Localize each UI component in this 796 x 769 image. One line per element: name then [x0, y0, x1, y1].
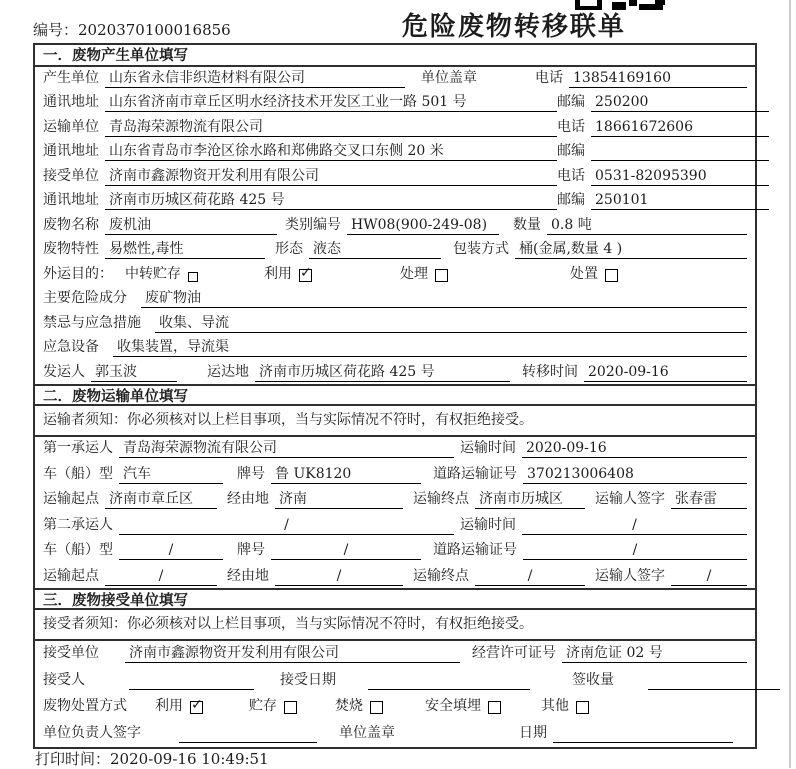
terminus2-label: 运输终点	[413, 567, 469, 584]
transporter-phone-label: 电话	[557, 118, 585, 135]
plate2-label: 牌号	[237, 542, 265, 558]
form-header	[33, 6, 757, 42]
serial-number: 编号：2020370100016856	[33, 21, 231, 39]
receive-person-row	[35, 667, 755, 694]
receive-date-value	[368, 671, 530, 690]
waste-quantity-label: 数量	[513, 216, 541, 233]
carrier1-value: 青岛海荣源物流有限公司	[119, 439, 454, 458]
destination-label: 运达地	[207, 363, 249, 380]
disposal-other-checkbox	[576, 701, 589, 714]
transfer-date-value: 2020-09-16	[584, 363, 747, 382]
producer-unit-label: 产生单位	[43, 69, 99, 86]
received-qty-label: 签收量	[572, 671, 614, 688]
terminus1-value: 济南市历城区	[475, 490, 585, 509]
emergency-measures-label: 禁忌与应急措施	[43, 314, 141, 331]
unit-stamp-label: 单位盖章	[421, 69, 477, 86]
origin2-value: /	[105, 567, 217, 586]
receiver-unit-label: 接受单位	[43, 167, 99, 184]
terminus2-value: /	[475, 567, 585, 586]
producer-phone-label: 电话	[535, 69, 563, 86]
receive-unit-value: 济南市鑫源物资开发利用有限公司	[125, 644, 460, 663]
waste-form-value: 液态	[309, 240, 441, 259]
waste-code-value: HW08(900-249-08)	[347, 216, 499, 235]
receive-unit-row	[35, 641, 755, 668]
emergency-equipment-value: 收集装置，导流渠	[113, 338, 747, 357]
vehicle-type1-value: 汽车	[119, 465, 223, 484]
carrier2-value: /	[119, 516, 454, 535]
transfer-date-label: 转移时间	[522, 363, 578, 380]
receive-person-label: 接受人	[43, 671, 85, 688]
waste-name-label: 废物名称	[43, 216, 99, 233]
transporter-zip-value	[591, 142, 769, 161]
sender-value: 郭玉波	[91, 363, 177, 382]
disposal-utilize-checkbox: ✓	[191, 697, 203, 713]
carrier1-label: 第一承运人	[43, 440, 113, 456]
transfer-purpose-label: 外运目的：	[43, 265, 113, 282]
transport-time1-value: 2020-09-16	[522, 439, 747, 458]
section-producer	[35, 45, 755, 386]
carrier2-row	[35, 513, 755, 539]
producer-unit-row	[35, 67, 755, 92]
emergency-measures-row	[35, 312, 755, 337]
receiver-phone-label: 电话	[557, 167, 585, 184]
vehicle2-row	[35, 539, 755, 565]
transporter-notice: 运输者须知：你必须核对以上栏目事项，当与实际情况不符时，有权拒绝接受。	[35, 406, 755, 437]
section-1-header: 一．废物产生单位填写	[35, 45, 755, 67]
receiver-zip-value: 250101	[591, 191, 769, 210]
disposal-option-store: 贮存	[249, 697, 297, 716]
permit-no-label: 经营许可证号	[472, 645, 556, 661]
carrier1-row	[35, 437, 755, 463]
producer-zip-label: 邮编	[557, 94, 585, 110]
via2-value: /	[275, 567, 403, 586]
receiver-notice: 接受者须知：你必须核对以上栏目事项，当与实际情况不符时，有权拒绝接受。	[35, 610, 755, 641]
carrier-sign2-value: /	[671, 567, 747, 586]
treat-checkbox	[435, 269, 448, 282]
section-receiver	[35, 588, 755, 747]
route2-row	[35, 564, 755, 590]
sender-label: 发运人	[43, 363, 85, 380]
producer-phone-value: 13854169160	[569, 69, 747, 88]
producer-address-value: 山东省济南市章丘区明水经济技术开发区工业一路 501 号	[105, 93, 557, 112]
receiver-unit-value: 济南市鑫源物资开发利用有限公司	[105, 167, 557, 186]
hazard-component-value: 废矿物油	[141, 289, 747, 308]
receive-date-label: 接受日期	[280, 671, 336, 688]
via1-label: 经由地	[227, 491, 269, 507]
carrier-sign1-value: 张春雷	[671, 490, 747, 509]
transporter-phone-value: 18661672606	[591, 118, 769, 137]
waste-property-row	[35, 239, 755, 264]
receiver-address-label: 通讯地址	[43, 192, 99, 208]
producer-address-row	[35, 92, 755, 117]
section-2-header: 二．废物运输单位填写	[35, 384, 755, 406]
disposal-option-incinerate: 焚烧	[335, 697, 383, 716]
section-transporter	[35, 384, 755, 590]
road-permit2-label: 道路运输证号	[433, 542, 517, 558]
disposal-method-row	[35, 694, 755, 721]
print-time: 打印时间：2020-09-16 10:49:51	[35, 750, 269, 768]
origin2-label: 运输起点	[43, 567, 99, 584]
hazard-component-row	[35, 288, 755, 313]
unit-stamp2-label: 单位盖章	[339, 724, 395, 741]
waste-form-label: 形态	[275, 241, 303, 257]
dispose-checkbox	[605, 269, 618, 282]
receive-person-value	[129, 671, 254, 690]
origin1-value: 济南市章丘区	[105, 490, 217, 509]
destination-value: 济南市历城区荷花路 425 号	[255, 363, 510, 382]
transporter-unit-label: 运输单位	[43, 118, 99, 135]
packaging-label: 包装方式	[453, 241, 509, 257]
disposal-option-landfill: 安全填埋	[425, 697, 501, 716]
receiver-address-row	[35, 190, 755, 215]
transport-time2-value: /	[522, 516, 747, 535]
packaging-value: 桶(金属,数量 4 )	[515, 240, 747, 259]
purpose-option-treat: 处理	[400, 265, 448, 284]
date-label: 日期	[519, 724, 547, 741]
transporter-address-row	[35, 141, 755, 166]
transporter-address-label: 通讯地址	[43, 143, 99, 159]
responsible-sign-value	[179, 724, 317, 743]
receive-unit-label: 接受单位	[43, 645, 99, 661]
transport-time2-label: 运输时间	[460, 516, 516, 533]
purpose-option-storage: 中转贮存	[125, 265, 198, 284]
disposal-option-other: 其他	[541, 697, 589, 716]
disposal-landfill-checkbox	[488, 701, 501, 714]
responsible-sign-label: 单位负责人签字	[43, 724, 141, 741]
origin1-label: 运输起点	[43, 491, 99, 507]
waste-quantity-value: 0.8 吨	[547, 216, 747, 235]
terminus1-label: 运输终点	[413, 491, 469, 507]
via1-value: 济南	[275, 490, 403, 509]
responsible-sign-row	[35, 720, 755, 747]
emergency-measures-value: 收集、导流	[155, 314, 747, 333]
producer-unit-value: 山东省永信非织造材料有限公司	[105, 69, 405, 88]
hazard-component-label: 主要危险成分	[43, 290, 127, 306]
disposal-incinerate-checkbox	[370, 701, 383, 714]
section-3-header: 三．废物接受单位填写	[35, 588, 755, 610]
waste-name-value: 废机油	[105, 216, 277, 235]
waste-property-label: 废物特性	[43, 241, 99, 257]
receiver-unit-row	[35, 165, 755, 190]
vehicle-type2-value: /	[119, 541, 223, 560]
purpose-option-dispose: 处置	[570, 265, 618, 284]
transporter-unit-row	[35, 116, 755, 141]
page-edge-line	[789, 0, 791, 768]
plate1-value: 鲁 UK8120	[271, 465, 421, 484]
road-permit2-value: /	[523, 541, 747, 560]
transporter-address-value: 山东省青岛市李沧区徐水路和郑佛路交叉口东侧 20 米	[105, 142, 557, 161]
emergency-equipment-row	[35, 337, 755, 362]
receiver-phone-value: 0531-82095390	[591, 167, 769, 186]
permit-no-value: 济南危证 02 号	[562, 644, 747, 663]
receiver-zip-label: 邮编	[557, 192, 585, 208]
waste-property-value: 易燃性,毒性	[105, 240, 265, 259]
carrier-sign1-label: 运输人签字	[595, 491, 665, 507]
transport-time1-label: 运输时间	[460, 440, 516, 456]
transporter-unit-value: 青岛海荣源物流有限公司	[105, 118, 557, 137]
emergency-equipment-label: 应急设备	[43, 339, 99, 355]
storage-checkbox	[188, 272, 198, 282]
received-qty-value	[648, 671, 780, 690]
form-title: 危险废物转移联单	[401, 12, 626, 42]
vehicle1-row	[35, 462, 755, 488]
plate2-value: /	[271, 541, 421, 560]
purpose-option-utilize: 利用 ✓	[264, 264, 312, 282]
waste-code-label: 类别编号	[285, 216, 341, 233]
producer-address-label: 通讯地址	[43, 94, 99, 110]
vehicle-type1-label: 车（船）型	[43, 465, 113, 482]
road-permit1-label: 道路运输证号	[433, 465, 517, 482]
receiver-address-value: 济南市历城区荷花路 425 号	[105, 191, 557, 210]
route1-row	[35, 488, 755, 514]
disposal-store-checkbox	[284, 701, 297, 714]
transfer-form-table	[33, 43, 757, 749]
transfer-purpose-row	[35, 263, 755, 288]
producer-zip-value: 250200	[591, 93, 769, 112]
road-permit1-value: 370213006408	[523, 465, 747, 484]
transporter-zip-label: 邮编	[557, 143, 585, 159]
waste-name-row	[35, 214, 755, 239]
disposal-method-label: 废物处置方式	[43, 698, 127, 714]
plate1-label: 牌号	[237, 465, 265, 482]
vehicle-type2-label: 车（船）型	[43, 542, 113, 558]
carrier2-label: 第二承运人	[43, 516, 113, 533]
carrier-sign2-label: 运输人签字	[595, 567, 665, 584]
date-value	[553, 724, 733, 743]
sender-row	[35, 361, 755, 386]
via2-label: 经由地	[227, 567, 269, 584]
utilize-checkbox: ✓	[300, 264, 312, 281]
disposal-option-utilize: 利用 ✓	[155, 697, 203, 714]
